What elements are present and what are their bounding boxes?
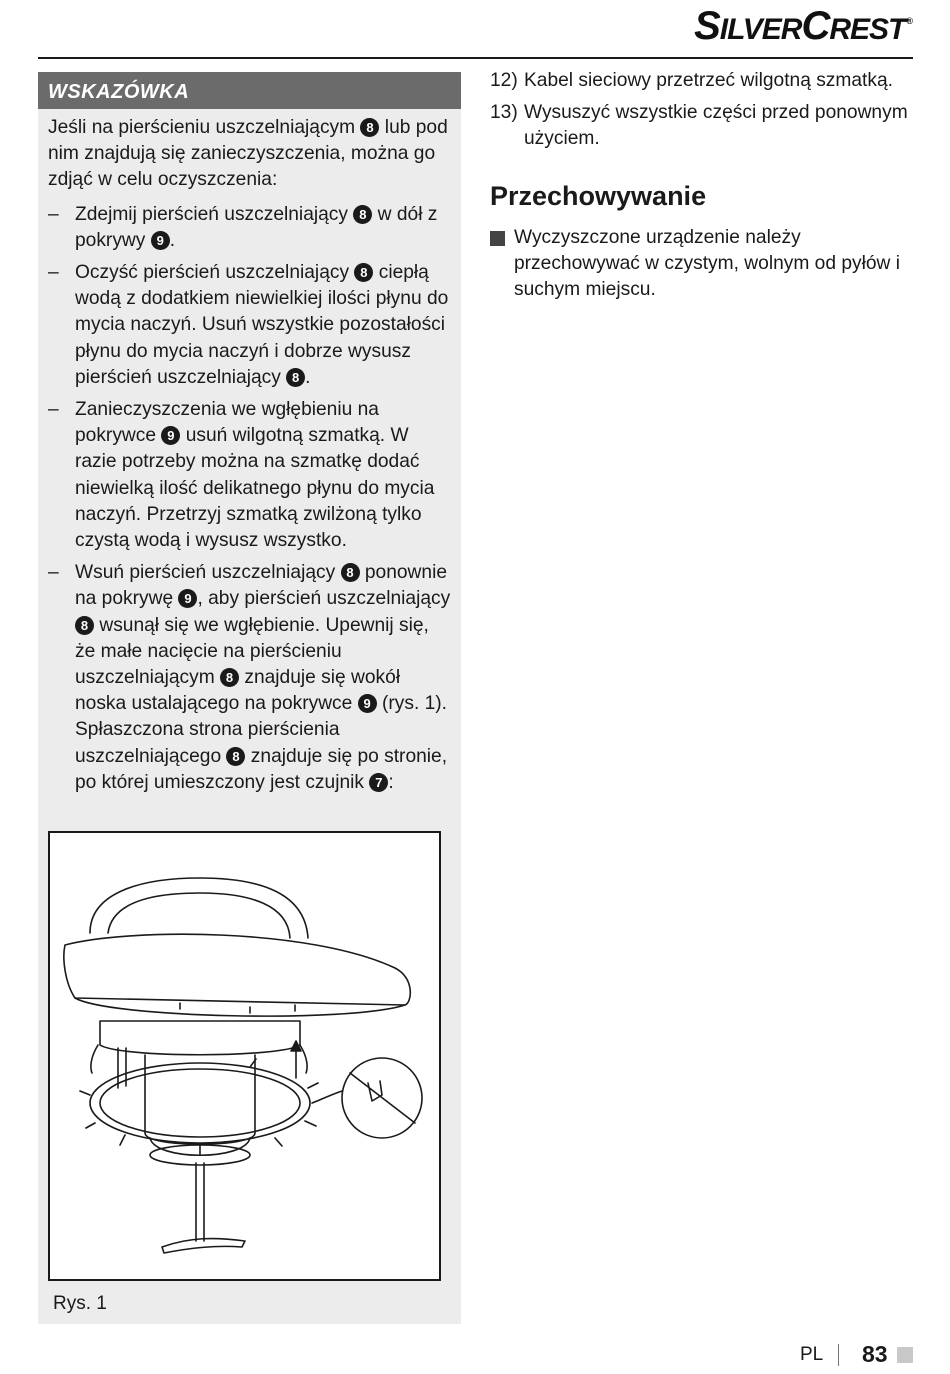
ref-badge: 9 (151, 231, 170, 250)
footer-square-icon (897, 1347, 913, 1363)
ref-badge: 8 (220, 668, 239, 687)
list-item: – Zanieczyszczenia we wgłębieniu na pokrywce 9 usuń wilgotną szmatką. W razie potrzeby można na szmatkę dodać niewielką ilość delikatnego płynu do mycia naczyń. Przetrzyj szmatką zwilżoną tylko czystą wodą i wysusz wszystko. (48, 399, 435, 552)
ref-badge: 8 (226, 747, 245, 766)
list-item: – Wsuń pierścień uszczelniający 8 ponownie na pokrywę 9 , aby pierścień uszczelniający 8 wsunął się we wgłębienie. Upewnij się, że małe nacięcie na pierścieniu uszczelniającym 8 znajduje się wokół noska ustalającego na pokrywce 9 (rys. 1). Spłaszczona strona pierścienia uszczelniającego 8 znajduje się po stronie, po której umieszczony jest czujnik 7 : (48, 562, 451, 793)
note-body (38, 109, 461, 796)
storage-list (490, 225, 915, 304)
ref-badge: 8 (75, 616, 94, 635)
note-box (38, 72, 461, 1324)
footer-divider (838, 1344, 839, 1366)
right-column (490, 68, 915, 303)
note-list (48, 202, 451, 796)
ref-badge: 8 (341, 563, 360, 582)
list-item: – Oczyść pierścień uszczelniający 8 ciepłą wodą z dodatkiem niewielkiej ilości płynu do mycia naczyń. Usuń wszystkie pozostałości płynu do mycia naczyń i dobrze wysusz pierścień uszczelniający 8 . (48, 262, 449, 388)
ref-badge: 9 (358, 694, 377, 713)
list-item: 13) Wysuszyć wszystkie części przed ponownym użyciem. (490, 102, 908, 150)
ref-badge: 8 (360, 118, 379, 137)
steps-list (490, 68, 915, 153)
list-item: 12) Kabel sieciowy przetrzeć wilgotną szmatką. (490, 70, 893, 91)
figure-caption: Rys. 1 (53, 1293, 107, 1314)
ref-badge: 7 (369, 773, 388, 792)
section-title: Przechowywanie (490, 180, 707, 211)
ref-badge: 8 (353, 205, 372, 224)
header-rule (38, 57, 913, 59)
note-title: WSKAZÓWKA (38, 72, 461, 109)
page-number: 83 (862, 1341, 888, 1367)
list-item: Wyczyszczone urządzenie należy przechowywać w czystym, wolnym od pyłów i suchym miejscu. (490, 225, 915, 304)
footer-language: PL (800, 1344, 824, 1365)
list-item: – Zdejmij pierścień uszczelniający 8 w dół z pokrywy 9 . (48, 203, 438, 251)
figure-lid-illustration (48, 831, 441, 1281)
ref-badge: 9 (161, 426, 180, 445)
square-bullet-icon (490, 231, 505, 246)
note-intro: Jeśli na pierścieniu uszczelniającym 8 lub pod nim znajdują się zanieczyszczenia, można go zdjąć w celu oczyszczenia: (48, 117, 448, 191)
ref-badge: 8 (286, 368, 305, 387)
brand-logo: SILVERCREST® (694, 4, 912, 48)
lid-ring-drawing (50, 833, 439, 1279)
ref-badge: 9 (178, 589, 197, 608)
ref-badge: 8 (354, 263, 373, 282)
